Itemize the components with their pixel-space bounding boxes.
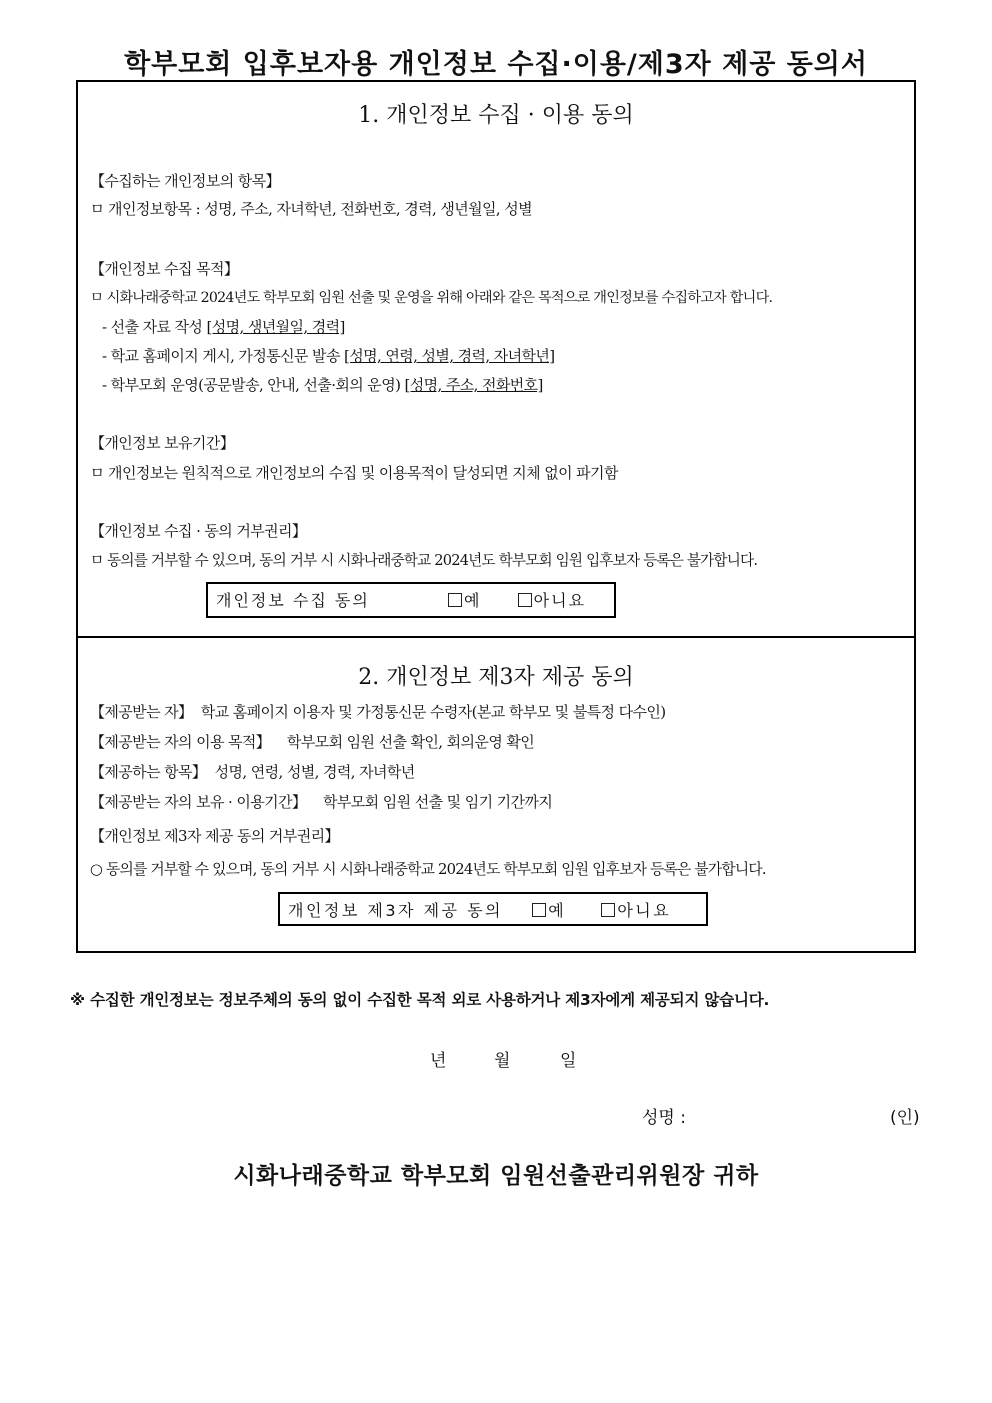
yes-label: 예 [548, 901, 567, 920]
checkbox-icon[interactable] [518, 593, 532, 607]
items-heading: 【수집하는 개인정보의 항목】 [90, 172, 280, 190]
recipient-purpose-row [90, 731, 534, 752]
purpose-item-1 [102, 316, 345, 337]
signature-label: 성명 : [642, 1108, 686, 1128]
purpose-item-2-text: - 학교 홈페이지 게시, 가정통신문 발송 [102, 347, 344, 365]
addressee: 시화나래중학교 학부모회 임원선출관리위원장 귀하 [233, 1163, 759, 1189]
purpose-heading: 【개인정보 수집 목적】 [90, 260, 239, 278]
third-party-refusal-heading: 【개인정보 제3자 제공 동의 거부권리】 [90, 827, 339, 845]
third-party-consent-box [278, 892, 708, 926]
seal-mark: (인) [890, 1108, 920, 1128]
yes-label: 예 [464, 591, 482, 610]
third-party-no-option[interactable] [601, 901, 671, 920]
purpose-item-3-text: - 학부모회 운영(공문발송, 안내, 선출·회의 운영) [102, 376, 405, 394]
section1-title: 1. 개인정보 수집 · 이용 동의 [358, 103, 634, 128]
section-collection-consent [76, 80, 916, 638]
collection-yes-option[interactable] [448, 591, 481, 610]
purpose-item-2 [102, 345, 555, 366]
recipient-row [90, 701, 666, 722]
purpose-item-3 [102, 374, 543, 395]
third-party-yes-option[interactable] [532, 901, 566, 920]
refusal-heading: 【개인정보 수집 · 동의 거부권리】 [90, 522, 307, 540]
checkbox-icon[interactable] [601, 903, 615, 917]
recipient-purpose-heading: 【제공받는 자의 이용 목적】 [90, 733, 271, 751]
document-title: 학부모회 입후보자용 개인정보 수집·이용/제3자 제공 동의서 [124, 49, 868, 80]
retention-heading: 【개인정보 보유기간】 [90, 434, 235, 452]
checkbox-icon[interactable] [532, 903, 546, 917]
retention-period-text: 학부모회 임원 선출 및 임기 기간까지 [323, 793, 553, 811]
section2-title: 2. 개인정보 제3자 제공 동의 [358, 665, 634, 690]
third-party-refusal-text: ○ 동의를 거부할 수 있으며, 동의 거부 시 시화나래중학교 2024년도 학부모회 임원 입후보자 등록은 불가합니다. [90, 861, 766, 878]
date-month: 월 [494, 1051, 511, 1071]
third-party-consent-label: 개인정보 제3자 제공 동의 [288, 901, 503, 920]
recipient-heading: 【제공받는 자】 [90, 703, 193, 721]
retention-period-heading: 【제공받는 자의 보유 · 이용기간】 [90, 793, 307, 811]
privacy-notice: ※ 수집한 개인정보는 정보주체의 동의 없이 수집한 목적 외로 사용하거나 제3자에게 제공되지 않습니다. [70, 991, 770, 1009]
purpose-item-2-detail: [성명, 연령, 성별, 경력, 자녀학년] [344, 347, 555, 365]
collection-no-option[interactable] [518, 591, 586, 610]
refusal-text: ㅁ 동의를 거부할 수 있으며, 동의 거부 시 시화나래중학교 2024년도 학부모회 임원 입후보자 등록은 불가합니다. [90, 552, 758, 569]
section-third-party-consent [76, 636, 916, 953]
retention-text: ㅁ 개인정보는 원칙적으로 개인정보의 수집 및 이용목적이 달성되면 지체 없이 파기함 [90, 464, 618, 482]
provided-items-text: 성명, 연령, 성별, 경력, 자녀학년 [214, 763, 415, 781]
recipient-purpose-text: 학부모회 임원 선출 확인, 회의운영 확인 [286, 733, 535, 751]
purpose-item-3-detail: [성명, 주소, 전화번호] [404, 376, 543, 394]
date-day: 일 [560, 1051, 577, 1071]
no-label: 아니요 [617, 901, 672, 920]
retention-period-row [90, 791, 552, 812]
purpose-item-1-detail: [성명, 생년월일, 경력] [206, 318, 345, 336]
date-year: 년 [430, 1051, 447, 1071]
purpose-item-1-text: - 선출 자료 작성 [102, 318, 207, 336]
checkbox-icon[interactable] [448, 593, 462, 607]
purpose-text: ㅁ 시화나래중학교 2024년도 학부모회 임원 선출 및 운영을 위해 아래와 같은 목적으로 개인정보를 수집하고자 합니다. [90, 290, 773, 306]
no-label: 아니요 [533, 591, 587, 610]
recipient-text: 학교 홈페이지 이용자 및 가정통신문 수령자(본교 학부모 및 불특정 다수인) [200, 703, 666, 721]
collection-consent-box [206, 582, 616, 618]
collection-consent-label: 개인정보 수집 동의 [216, 591, 370, 610]
provided-items-heading: 【제공하는 항목】 [90, 763, 207, 781]
items-text: ㅁ 개인정보항목 : 성명, 주소, 자녀학년, 전화번호, 경력, 생년월일, 성별 [90, 200, 533, 218]
provided-items-row [90, 761, 415, 782]
